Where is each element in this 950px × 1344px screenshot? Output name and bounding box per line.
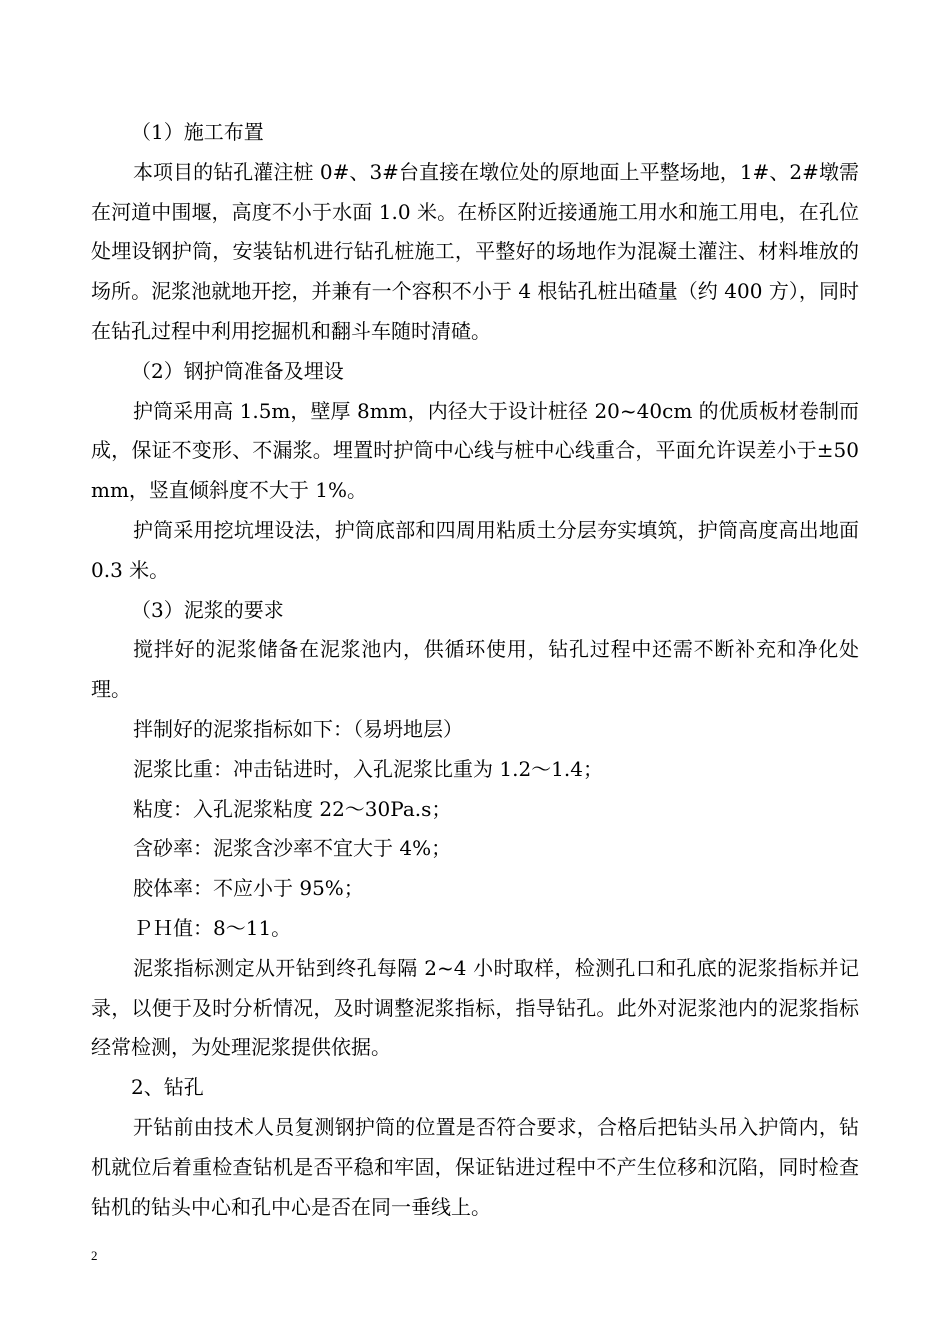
paragraph-mud-colloid-rate: 胶体率：不应小于 95%； — [133, 876, 364, 901]
paragraph-mud-viscosity: 粘度：入孔泥浆粘度 22～30Pa.s； — [133, 796, 452, 821]
paragraph-mud-sand-content: 含砂率：泥浆含沙率不宜大于 4%； — [133, 836, 452, 861]
section-heading-mud-requirements: （3）泥浆的要求 — [131, 597, 284, 622]
paragraph-mud-ph: ＰＨ值：8～11。 — [133, 915, 292, 940]
paragraph-mud-storage: 搅拌好的泥浆储备在泥浆池内，供循环使用，钻孔过程中还需不断补充和净化处理。 — [91, 637, 859, 702]
section-heading-drilling: 2、钻孔 — [131, 1075, 204, 1100]
paragraph-casing-spec: 护筒采用高 1.5m，壁厚 8mm，内径大于设计桩径 20~40cm 的优质板材卷制而成，保证不变形、不漏浆。埋置时护筒中心线与桩中心线重合，平面允许误差小于±50mm，竖直倾斜度不大于 1%。 — [91, 398, 859, 503]
paragraph-casing-burial: 护筒采用挖坑埋设法，护筒底部和四周用粘质土分层夯实填筑，护筒高度高出地面 0.3 米。 — [91, 517, 859, 582]
paragraph-mud-indicators-intro: 拌制好的泥浆指标如下：（易坍地层） — [133, 716, 463, 741]
paragraph-mud-testing: 泥浆指标测定从开钻到终孔每隔 2~4 小时取样，检测孔口和孔底的泥浆指标并记录，以便于及时分析情况，及时调整泥浆指标，指导钻孔。此外对泥浆池内的泥浆指标经常检测，为处理泥浆提供依据。 — [91, 955, 859, 1060]
paragraph-drilling-prep: 开钻前由技术人员复测钢护筒的位置是否符合要求，合格后把钻头吊入护筒内，钻机就位后着重检查钻机是否平稳和牢固，保证钻进过程中不产生位移和沉陷，同时检查钻机的钻头中心和孔中心是否在同一垂线上。 — [91, 1114, 859, 1219]
section-heading-steel-casing: （2）钢护筒准备及埋设 — [131, 358, 344, 383]
page-number: 2 — [91, 1248, 98, 1263]
paragraph-construction-layout: 本项目的钻孔灌注桩 0#、3#台直接在墩位处的原地面上平整场地，1#、2#墩需在河道中围堰，高度不小于水面 1.0 米。在桥区附近接通施工用水和施工用电，在孔位处埋设钢护筒，安装钻机进行钻孔桩施工，平整好的场地作为混凝土灌注、材料堆放的场所。泥浆池就地开挖，并兼有一个容积不小于 4 根钻孔桩出碴量（约 400 方），同时在钻孔过程中利用挖掘机和翻斗车随时清碴。 — [91, 159, 859, 343]
document-body — [91, 113, 859, 1227]
section-heading-construction-layout: （1）施工布置 — [131, 120, 264, 144]
paragraph-mud-specific-gravity: 泥浆比重：冲击钻进时，入孔泥浆比重为 1.2～1.4； — [133, 756, 603, 781]
